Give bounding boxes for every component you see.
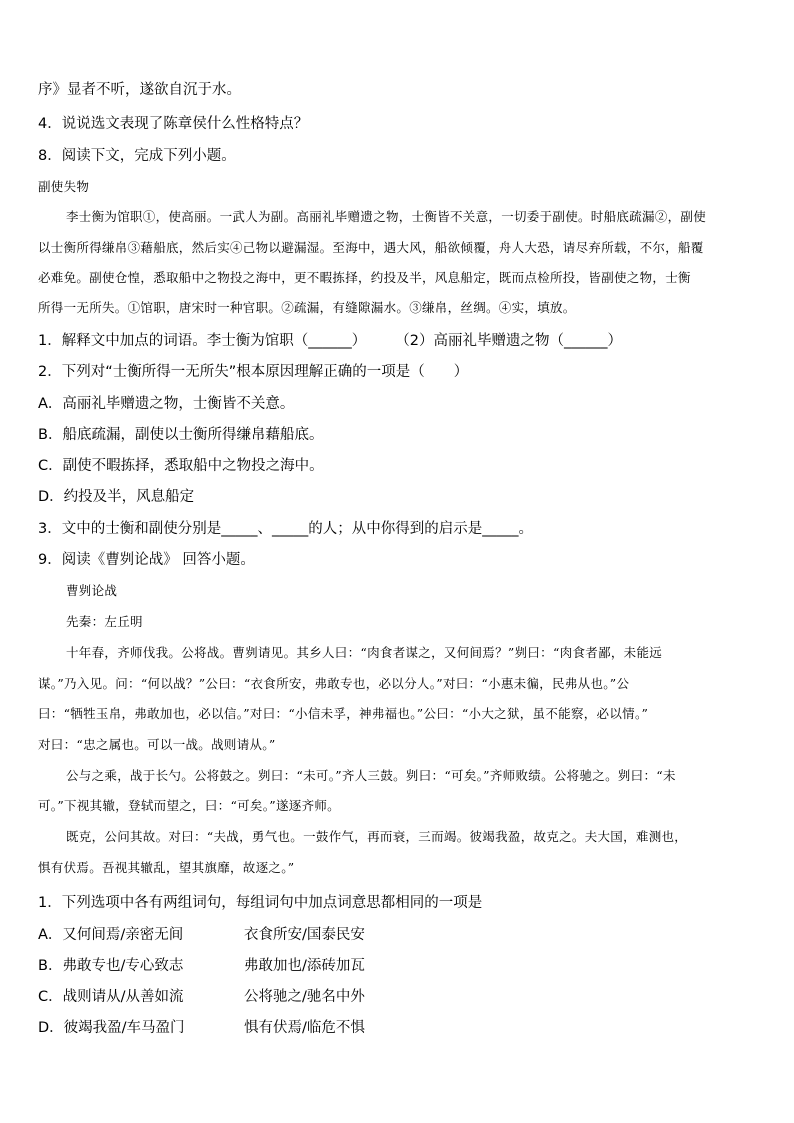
passage-2-line: 对曰：“忠之属也。可以一战。战则请从。”	[38, 737, 276, 752]
passage-2-title: 曹刿论战	[66, 583, 118, 598]
question-9-heading: 9．阅读《曹刿论战》 回答小题。	[38, 552, 255, 568]
passage-1-question-1: 1．解释文中加点的词语。李士衡为馆职（______） （2）高丽礼毕赠遗之物（______）	[38, 333, 622, 349]
passage-2-line: 既克，公问其故。对曰：“夫战，勇气也。一鼓作气，再而衰，三而竭。彼竭我盈，故克之。夫大国，难测也，	[66, 829, 688, 844]
choice-c-left: C．战则请从/从善如流	[38, 989, 184, 1005]
choice-a-left: A．又何间焉/亲密无间	[38, 927, 184, 943]
passage-1-line: 以士衡所得缣帛③藉船底，然后实④己物以避漏湿。至海中，遇大风，船欲倾覆，舟人大恐，请尽弃所载，不尔，船覆	[38, 240, 704, 255]
passage-1-question-3: 3．文中的士衡和副使分别是_____、_____的人；从中你得到的启示是_____。	[38, 521, 533, 537]
previous-passage-ending: 序》显者不听，遂欲自沉于水。	[38, 82, 241, 98]
passage-2-line: 谋。”乃入见。问：“何以战？”公曰：“衣食所安，弗敢专也，必以分人。”对曰：“小惠未徧，民弗从也。”公	[38, 676, 630, 691]
passage-1-question-2: 2．下列对“士衡所得一无所失”根本原因理解正确的一项是（ ）	[38, 364, 469, 380]
passage-2-line: 惧有伏焉。吾视其辙乱，望其旗靡，故逐之。”	[38, 860, 295, 875]
option-d: D．约投及半，风息船定	[38, 489, 195, 505]
passage-1-line: 所得一无所失。①馆职，唐宋时一种官职。②疏漏，有缝隙漏水。③缣帛，丝绸。④实，填放。	[38, 300, 576, 315]
passage-2-line: 曰：“牺牲玉帛，弗敢加也，必以信。”对曰：“小信未孚，神弗福也。”公曰：“小大之狱，虽不能察，必以情。”	[38, 706, 649, 721]
passage-1-title: 副使失物	[38, 179, 90, 194]
passage-2-author: 先秦：左丘明	[66, 614, 143, 629]
choice-b-right: 弗敢加也/添砖加瓦	[244, 958, 365, 974]
passage-2-line: 公与之乘，战于长勺。公将鼓之。刿曰：“未可。”齐人三鼓。刿曰：“可矣。”齐师败绩。公将驰之。刿曰：“未	[66, 768, 676, 783]
passage-2-line: 十年春，齐师伐我。公将战。曹刿请见。其乡人曰：“肉食者谋之，又何间焉？”刿曰：“肉食者鄙，未能远	[66, 645, 663, 660]
question-8-heading: 8．阅读下文，完成下列小题。	[38, 148, 236, 164]
choice-d-left: D．彼竭我盈/车马盈门	[38, 1020, 185, 1036]
option-b: B．船底疏漏，副使以士衡所得缣帛藉船底。	[38, 427, 324, 443]
question-4: 4．说说选文表现了陈章侯什么性格特点？	[38, 116, 309, 132]
choice-d-right: 惧有伏焉/临危不惧	[244, 1020, 365, 1036]
choice-b-left: B．弗敢专也/专心致志	[38, 958, 184, 974]
option-a: A．高丽礼毕赠遗之物，士衡皆不关意。	[38, 396, 295, 412]
choice-a-right: 衣食所安/国泰民安	[244, 927, 365, 943]
passage-1-line: 李士衡为馆职①，使高丽。一武人为副。高丽礼毕赠遗之物，士衡皆不关意，一切委于副使。时船底疏漏②，副使	[66, 209, 707, 224]
passage-1-line: 必难免。副使仓惶，悉取船中之物投之海中，更不暇拣择，约投及半，风息船定，既而点检所投，皆副使之物，士衡	[38, 270, 691, 285]
passage-2-line: 可。”下视其辙，登轼而望之，曰：“可矣。”遂逐齐师。	[38, 798, 340, 813]
passage-2-question-1: 1．下列选项中各有两组词句，每组词句中加点词意思都相同的一项是	[38, 895, 483, 911]
option-c: C．副使不暇拣择，悉取船中之物投之海中。	[38, 458, 324, 474]
choice-c-right: 公将驰之/驰名中外	[244, 989, 365, 1005]
